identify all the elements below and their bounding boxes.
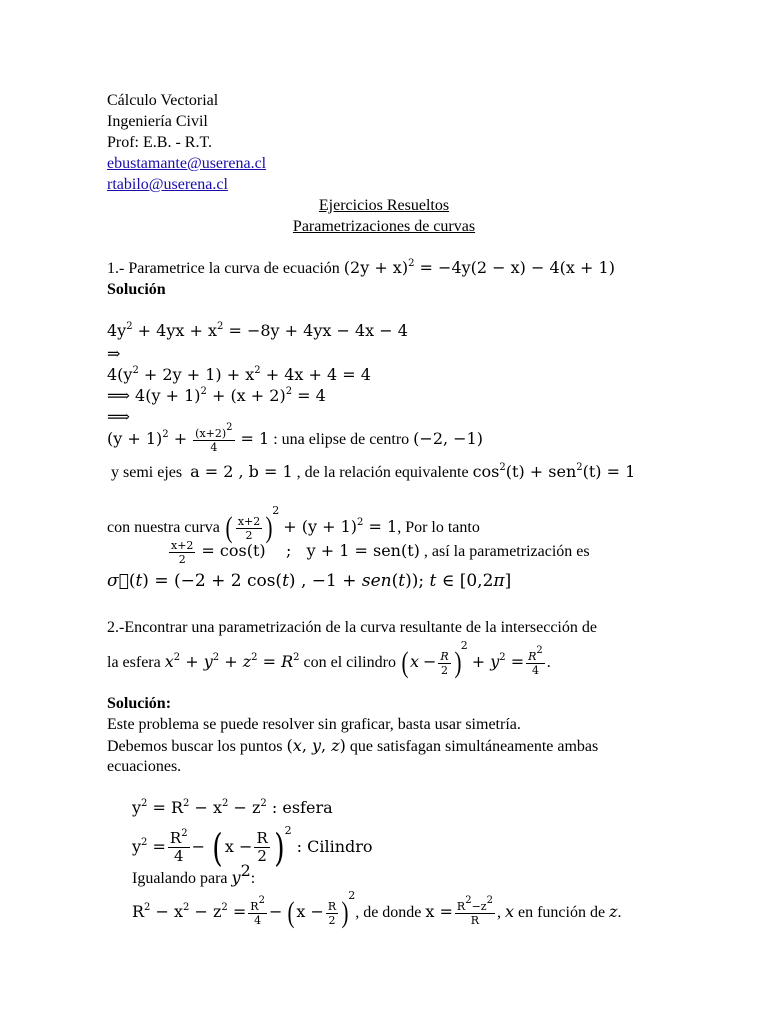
solution-1-label: Solución [107,281,166,298]
de-donde-text: , de donde [355,904,422,921]
title-text-1: Ejercicios Resueltos [318,197,450,214]
curve-comparison-line: con nuestra curva ( $\frac{x+2}{2}$ )$^2 + (y + 1)^2 = 1$, Por lo tanto [107,504,480,545]
title-line-1 [0,197,768,215]
eq-1-expanded: $4y^2 + 4yx + x^2 = -8y + 4yx - 4x - 4$ [107,321,408,340]
problem-1-statement [107,259,615,278]
satisfy-text: que satisfagan simultáneamente ambas [349,738,599,755]
en-funcion-text: en función de [518,904,606,921]
email-link-2[interactable]: rtabilo@userena.cl [107,176,228,193]
professor-line: Prof: E.B. - R.T. [107,134,213,151]
igualando-line: Igualando para $y^2$: [132,861,256,887]
esfera-label: : esfera [271,798,333,817]
implies-1: ⇒ [107,344,121,363]
solution-2-label: Solución: [107,695,172,712]
problem-2-esfera-text: la esfera [107,654,161,671]
trig-substitution-line: $\frac{x+2}{2}$ = cos(t) ; y + 1 = sen(t) , así la parametrización es [171,539,590,566]
title-text-2: Parametrizaciones de curvas [292,218,476,235]
igualando-text: Igualando para [132,870,228,887]
solution-2-text-2: Debemos buscar los puntos (x, y, z) que satisfagan simultáneamente ambas [107,736,599,755]
ellipse-text: : una elipse de centro [273,431,410,449]
eq-1-squares: ⟹ $4(y + 1)^2 + (x + 2)^2 = 4$ [107,386,326,405]
implies-2: ⟹ [107,407,130,426]
solution-2-text-1: Este problema se puede resolver sin graficar, basta usar simetría. [107,716,521,733]
problem-2-statement-1: 2.-Encontrar una parametrización de la curva resultante de la intersección de [107,619,597,636]
curve-text: con nuestra curva [107,519,220,536]
points-text: Debemos buscar los puntos [107,738,283,755]
relation-text: , de la relación equivalente [296,464,469,481]
x-solution-line: $R^2 - x^2 - z^2$ = $\frac{R^2}{4}$ − (x − $\frac{R}{2}$ )$^2$, de donde x = $\frac{R^2-z^2}{R}$ , x en función de z. [132,889,622,930]
por-lo-tanto-text: , Por lo tanto [397,519,480,536]
email-link-1[interactable]: ebustamante@userena.cl [107,155,267,172]
semi-axes-text: y semi ejes [111,464,183,481]
parametrization-result: σ⃗(t) = (−2 + 2 cos(t) , −1 + sen(t)); t ∈ [0,2π] [107,571,512,591]
problem-2-cilindro-text: con el cilindro [303,654,396,671]
cilindro-label: : Cilindro [296,837,373,856]
param-text: , así la parametrización es [423,543,590,561]
program-name: Ingeniería Civil [107,113,208,130]
problem-1-intro: 1.- Parametrice la curva de ecuación [107,260,340,277]
eq-1-grouped: $4(y^2 + 2y + 1) + x^2 + 4x + 4 = 4$ [107,365,371,384]
cylinder-y-squared: $y^2$ = $\frac{R^2}{4}$ − ( x − $\frac{R}{2}$ )$^2$ : Cilindro [132,824,373,870]
solution-2-text-3: ecuaciones. [107,758,182,775]
ellipse-equation-line: $(y + 1)^2$ + $\frac{(x+2)^2}{4}$ = 1 : una elipse de centro (−2, −1) [107,422,483,454]
problem-2-statement-2: la esfera $x^2 + y^2 + z^2 = R^2$ con el cilindro (x − $\frac{R}{2}$ )$^2 + y^2$ = $\frac{R^2}{4}$ . [107,639,551,680]
problem-1-equation: $(2y + x)^2 = -4y(2 - x) - 4(x + 1)$ [343,258,615,277]
course-name: Cálculo Vectorial [107,92,219,109]
semi-axes-line: y semi ejes a = 2 , b = 1 , de la relación equivalente $\cos^2(t) + sen^2(t) = 1$ [111,462,636,481]
title-line-2 [0,218,768,236]
sphere-y-squared: $y^2 = R^2 - x^2 - z^2$ : esfera [132,798,333,817]
